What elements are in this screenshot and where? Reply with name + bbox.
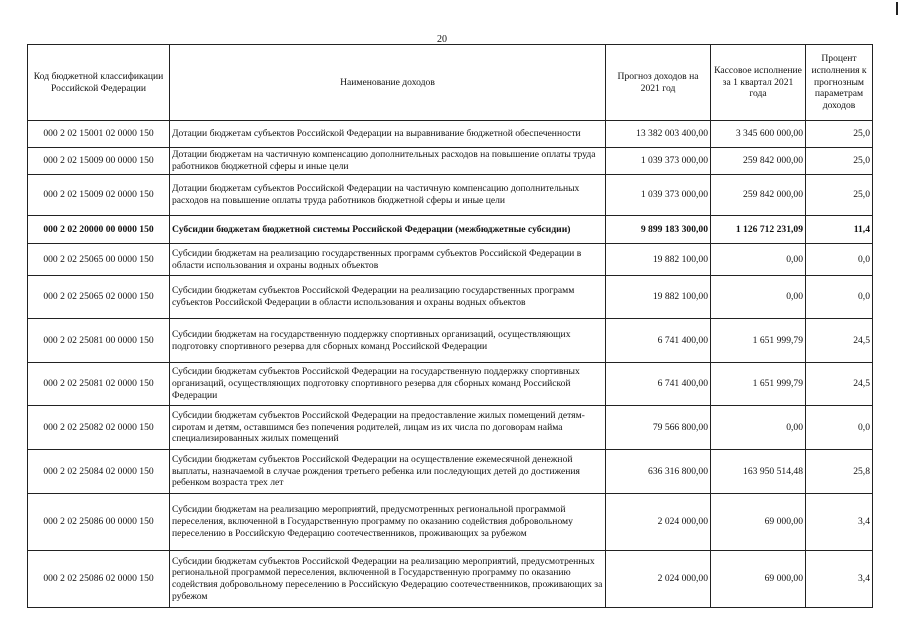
row-code: 000 2 02 25082 02 0000 150 bbox=[28, 406, 170, 450]
row-name: Субсидии бюджетам на государственную поддержку спортивных организаций, осуществляющих подготовку спортивного резерва для сборных команд Российской Федерации bbox=[170, 319, 606, 363]
header-row bbox=[28, 45, 873, 121]
row-percent: 24,5 bbox=[806, 363, 873, 406]
row-percent: 3,4 bbox=[806, 494, 873, 551]
row-forecast: 6 741 400,00 bbox=[606, 363, 711, 406]
row-cash: 0,00 bbox=[711, 406, 806, 450]
row-forecast: 9 899 183 300,00 bbox=[606, 216, 711, 244]
table-row bbox=[28, 319, 873, 363]
row-name: Субсидии бюджетам субъектов Российской Федерации на предоставление жилых помещений детям-сиротам и детям, оставшимся без попечения родителей, лицам из их числа по договорам найма специализированных жилых помещений bbox=[170, 406, 606, 450]
table-row bbox=[28, 148, 873, 175]
row-name: Субсидии бюджетам субъектов Российской Федерации на государственную поддержку спортивных организаций, осуществляющих подготовку спортивного резерва для сборных команд Российской Федерации bbox=[170, 363, 606, 406]
row-cash: 0,00 bbox=[711, 244, 806, 276]
row-name: Субсидии бюджетам на реализацию мероприятий, предусмотренных региональной программой переселения, включенной в Государственную программу по оказанию содействия добровольному переселению в Российскую Федерацию соотечественников, проживающих за рубежом bbox=[170, 494, 606, 551]
row-code: 000 2 02 25086 00 0000 150 bbox=[28, 494, 170, 551]
table-row bbox=[28, 406, 873, 450]
row-forecast: 13 382 003 400,00 bbox=[606, 121, 711, 148]
row-percent: 0,0 bbox=[806, 244, 873, 276]
row-name: Субсидии бюджетам на реализацию государственных программ субъектов Российской Федерации в области использования и охраны водных объектов bbox=[170, 244, 606, 276]
table-row bbox=[28, 450, 873, 494]
header-name: Наименование доходов bbox=[170, 45, 606, 121]
row-cash: 0,00 bbox=[711, 276, 806, 319]
row-cash: 1 651 999,79 bbox=[711, 363, 806, 406]
row-name: Дотации бюджетам на частичную компенсацию дополнительных расходов на повышение оплаты труда работников бюджетной сферы и иные цели bbox=[170, 148, 606, 175]
row-forecast: 2 024 000,00 bbox=[606, 551, 711, 608]
row-cash: 1 126 712 231,09 bbox=[711, 216, 806, 244]
row-forecast: 79 566 800,00 bbox=[606, 406, 711, 450]
row-cash: 259 842 000,00 bbox=[711, 148, 806, 175]
header-cash: Кассовое исполнение за 1 квартал 2021 года bbox=[711, 45, 806, 121]
table-row bbox=[28, 276, 873, 319]
table-row bbox=[28, 244, 873, 276]
row-cash: 259 842 000,00 bbox=[711, 175, 806, 216]
row-percent: 25,0 bbox=[806, 175, 873, 216]
row-forecast: 6 741 400,00 bbox=[606, 319, 711, 363]
row-code: 000 2 02 25086 02 0000 150 bbox=[28, 551, 170, 608]
row-cash: 69 000,00 bbox=[711, 551, 806, 608]
row-code: 000 2 02 25065 02 0000 150 bbox=[28, 276, 170, 319]
row-cash: 1 651 999,79 bbox=[711, 319, 806, 363]
row-code: 000 2 02 15009 00 0000 150 bbox=[28, 148, 170, 175]
table-row bbox=[28, 363, 873, 406]
row-cash: 3 345 600 000,00 bbox=[711, 121, 806, 148]
page-number: 20 bbox=[437, 34, 447, 45]
header-code: Код бюджетной классификации Российской Федерации bbox=[28, 45, 170, 121]
row-name: Субсидии бюджетам бюджетной системы Российской Федерации (межбюджетные субсидии) bbox=[170, 216, 606, 244]
row-code: 000 2 02 20000 00 0000 150 bbox=[28, 216, 170, 244]
row-name: Субсидии бюджетам субъектов Российской Федерации на осуществление ежемесячной денежной выплаты, назначаемой в случае рождения третьего ребенка или последующих детей до достижения ребенком возраста трех лет bbox=[170, 450, 606, 494]
row-forecast: 19 882 100,00 bbox=[606, 244, 711, 276]
row-code: 000 2 02 15001 02 0000 150 bbox=[28, 121, 170, 148]
header-percent: Процент исполнения к прогнозным параметрам доходов bbox=[806, 45, 873, 121]
row-percent: 24,5 bbox=[806, 319, 873, 363]
header-forecast: Прогноз доходов на 2021 год bbox=[606, 45, 711, 121]
row-code: 000 2 02 25084 02 0000 150 bbox=[28, 450, 170, 494]
row-name: Субсидии бюджетам субъектов Российской Федерации на реализацию мероприятий, предусмотренных региональной программой переселения, включенной в Государственную программу по оказанию содействия добровольному переселению в Российскую Федерацию соотечественников, проживающих за рубежом bbox=[170, 551, 606, 608]
row-cash: 163 950 514,48 bbox=[711, 450, 806, 494]
row-forecast: 636 316 800,00 bbox=[606, 450, 711, 494]
row-percent: 11,4 bbox=[806, 216, 873, 244]
row-percent: 25,8 bbox=[806, 450, 873, 494]
revenue-table bbox=[27, 44, 873, 608]
row-name: Дотации бюджетам субъектов Российской Федерации на выравнивание бюджетной обеспеченности bbox=[170, 121, 606, 148]
table-row bbox=[28, 551, 873, 608]
row-cash: 69 000,00 bbox=[711, 494, 806, 551]
row-forecast: 1 039 373 000,00 bbox=[606, 175, 711, 216]
edge-mark bbox=[896, 2, 898, 15]
table-row bbox=[28, 121, 873, 148]
row-code: 000 2 02 15009 02 0000 150 bbox=[28, 175, 170, 216]
row-percent: 25,0 bbox=[806, 121, 873, 148]
row-forecast: 19 882 100,00 bbox=[606, 276, 711, 319]
row-code: 000 2 02 25065 00 0000 150 bbox=[28, 244, 170, 276]
row-forecast: 1 039 373 000,00 bbox=[606, 148, 711, 175]
row-code: 000 2 02 25081 00 0000 150 bbox=[28, 319, 170, 363]
row-percent: 25,0 bbox=[806, 148, 873, 175]
table-row bbox=[28, 175, 873, 216]
row-code: 000 2 02 25081 02 0000 150 bbox=[28, 363, 170, 406]
row-name: Дотации бюджетам субъектов Российской Федерации на частичную компенсацию дополнительных расходов на повышение оплаты труда работников бюджетной сферы и иные цели bbox=[170, 175, 606, 216]
row-percent: 3,4 bbox=[806, 551, 873, 608]
row-forecast: 2 024 000,00 bbox=[606, 494, 711, 551]
table-row bbox=[28, 494, 873, 551]
row-percent: 0,0 bbox=[806, 406, 873, 450]
table-row bbox=[28, 216, 873, 244]
row-percent: 0,0 bbox=[806, 276, 873, 319]
row-name: Субсидии бюджетам субъектов Российской Федерации на реализацию государственных программ субъектов Российской Федерации в области использования и охраны водных объектов bbox=[170, 276, 606, 319]
